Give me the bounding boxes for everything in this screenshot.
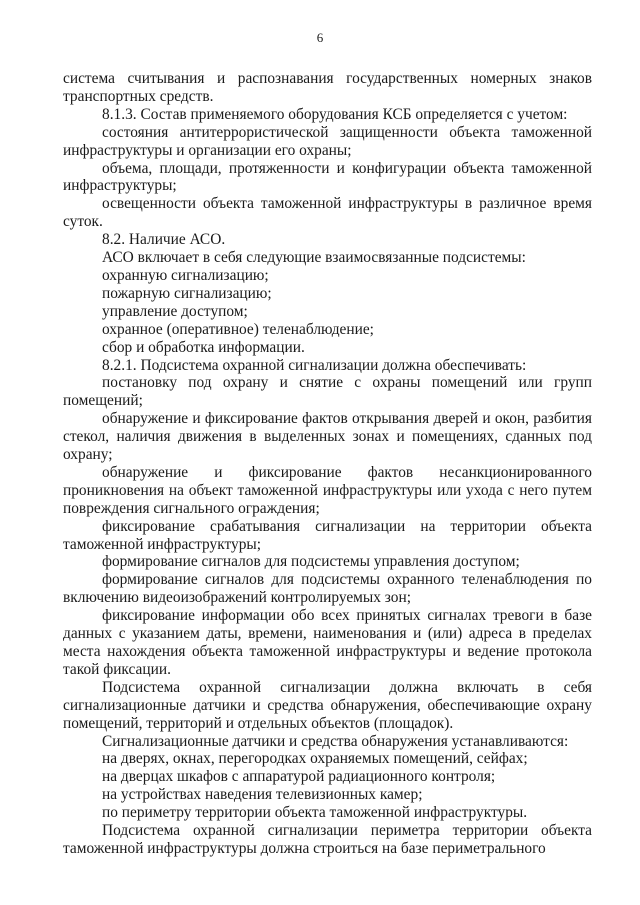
paragraph: Подсистема охранной сигнализации периметра территории объекта таможенной инфраструктуры должна строиться на базе периметрального xyxy=(63,822,592,857)
page-number: 6 xyxy=(316,30,324,45)
list-item: формирование сигналов для подсистемы охранного теленаблюдения по включению видеоизображений контролируемых зон; xyxy=(63,571,592,607)
list-item: управление доступом; xyxy=(102,302,248,320)
list-item: формирование сигналов для подсистемы управления доступом; xyxy=(102,553,520,571)
list-item: охранное (оперативное) теленаблюдение; xyxy=(102,320,374,338)
paragraph: система считывания и распознавания государственных номерных знаков транспортных средств. xyxy=(63,70,592,105)
list-item: обнаружение и фиксирование фактов несанкционированного проникновения на объект таможенной инфраструктуры или ухода с него путем повреждения сигнального ограждения; xyxy=(63,463,592,517)
document-body xyxy=(63,70,592,858)
list-item: по периметру территории объекта таможенной инфраструктуры. xyxy=(102,804,528,822)
paragraph: освещенности объекта таможенной инфраструктуры в различное время суток. xyxy=(63,195,592,231)
paragraph: 8.2.1. Подсистема охранной сигнализации должна обеспечивать: xyxy=(102,356,527,374)
list-item: сбор и обработка информации. xyxy=(102,338,305,356)
list-item: обнаружение и фиксирование фактов открывания дверей и окон, разбития стекол, наличия движения в выделенных зонах и помещениях, сданных под охрану; xyxy=(63,410,592,464)
paragraph: объема, площади, протяженности и конфигурации объекта таможенной инфраструктуры; xyxy=(63,159,592,195)
section-heading: 8.2. Наличие АСО. xyxy=(102,231,226,249)
list-item: постановку под охрану и снятие с охраны помещений или групп помещений; xyxy=(63,374,592,410)
list-item: на дверцах шкафов с аппаратурой радиационного контроля; xyxy=(102,768,496,786)
paragraph: Подсистема охранной сигнализации должна включать в себя сигнализационные датчики и средства обнаружения, обеспечивающие охрану помещений, территорий и отдельных объектов (площадок). xyxy=(63,678,592,732)
list-item: фиксирование информации обо всех принятых сигналах тревоги в базе данных с указанием даты, времени, наименования и (или) адреса в пределах места нахождения объекта таможенной инфраструктуры и ведение протокола такой фиксации. xyxy=(63,607,592,678)
list-item: пожарную сигнализацию; xyxy=(102,284,272,302)
list-item: на устройствах наведения телевизионных камер; xyxy=(102,786,423,804)
paragraph: состояния антитеррористической защищенности объекта таможенной инфраструктуры и организации его охраны; xyxy=(63,123,592,159)
list-item: фиксирование срабатывания сигнализации на территории объекта таможенной инфраструктуры; xyxy=(63,517,592,553)
paragraph: 8.1.3. Состав применяемого оборудования КСБ определяется с учетом: xyxy=(102,105,568,123)
list-item: на дверях, окнах, перегородках охраняемых помещений, сейфах; xyxy=(102,750,528,768)
paragraph: АСО включает в себя следующие взаимосвязанные подсистемы: xyxy=(102,249,526,267)
paragraph: Сигнализационные датчики и средства обнаружения устанавливаются: xyxy=(102,732,569,750)
list-item: охранную сигнализацию; xyxy=(102,266,269,284)
